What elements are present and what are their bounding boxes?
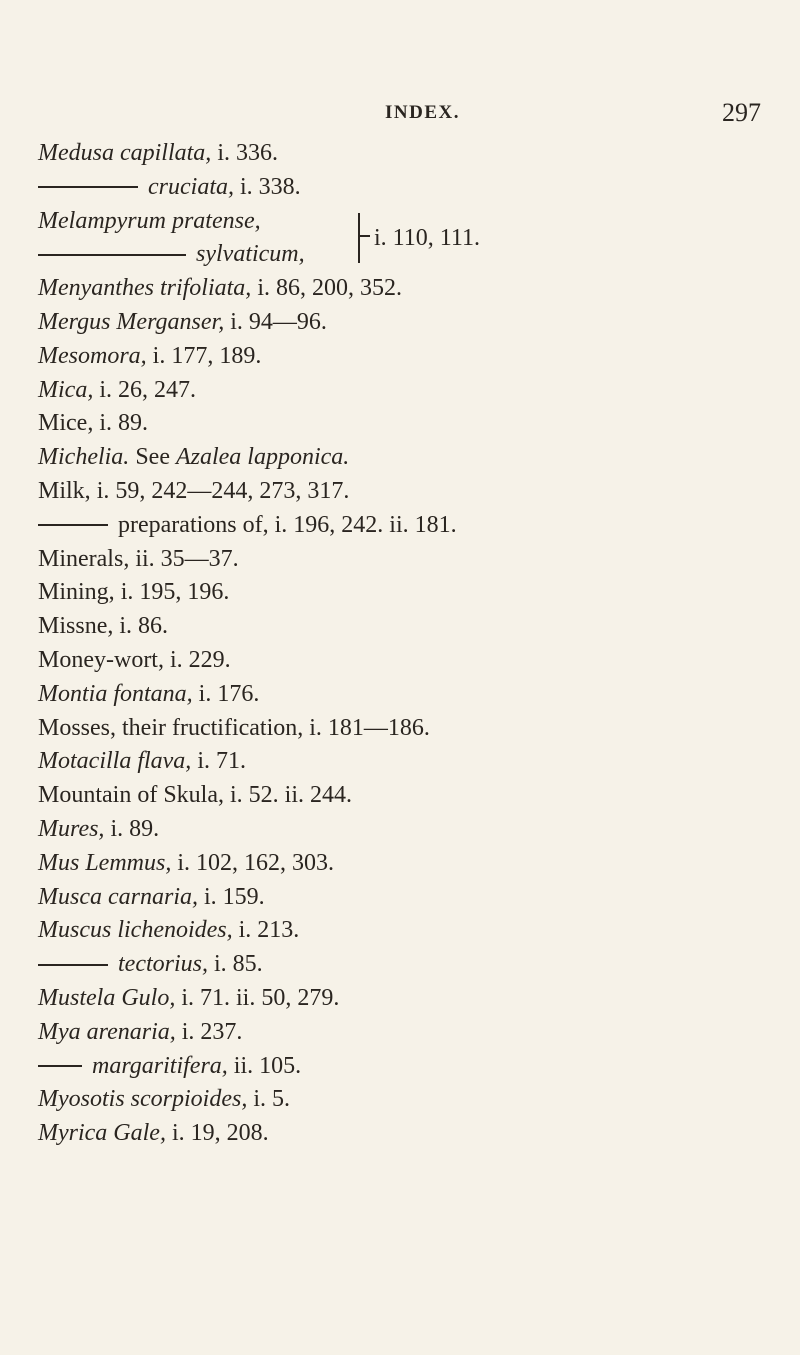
entry-term: Mesomora, (38, 342, 147, 369)
index-entry (38, 543, 778, 577)
entry-term: Milk, (38, 477, 91, 504)
ditto-dash (38, 186, 138, 188)
entry-term: Mergus Merganser, (38, 308, 225, 335)
entry-term: Mus Lemmus, (38, 849, 172, 876)
entry-term: Myrica Gale, (38, 1120, 166, 1147)
index-entry (38, 272, 778, 306)
entry-refs: i. 176. (192, 680, 260, 707)
entry-refs: i. 338. (233, 173, 301, 200)
entry-term: Money-wort, (38, 646, 164, 673)
ditto-dash (38, 254, 186, 256)
entry-term: cruciata, (148, 173, 234, 200)
entry-term: tectorius, (118, 951, 208, 978)
index-entry (38, 678, 778, 712)
entry-refs: i. 85. (208, 951, 263, 978)
index-entry (38, 779, 778, 813)
entry-refs: i. 237. (175, 1018, 243, 1045)
index-entry (38, 881, 778, 915)
index-entry (38, 306, 778, 340)
running-title: INDEX. (385, 102, 460, 123)
entry-refs: i. 59, 242—244, 273, 317. (90, 477, 350, 504)
index-entry (38, 644, 778, 678)
entry-term: Michelia. (38, 444, 130, 471)
entry-refs: i. 159. (197, 883, 265, 910)
index-entry (38, 847, 778, 881)
entry-refs: i. 229. (163, 646, 231, 673)
ditto-dash (38, 524, 108, 526)
entry-refs: i. 195, 196. (114, 579, 230, 606)
entry-term: sylvaticum, (196, 241, 305, 268)
entry-term: Musca carnaria, (38, 883, 198, 910)
entry-refs: i. 181—186. (303, 714, 430, 741)
entry-see-term: Azalea lapponica. (175, 444, 350, 471)
entry-refs: i. 52. ii. 244. (224, 782, 353, 809)
entry-term: Melampyrum pratense, (38, 207, 261, 234)
entry-refs: i. 26, 247. (93, 376, 196, 403)
entry-term: Mures, (38, 815, 105, 842)
index-entry (38, 576, 778, 610)
entry-refs: i. 213. (232, 917, 300, 944)
entry-term: Muscus lichenoides, (38, 917, 233, 944)
entry-refs: i. 336. (211, 140, 278, 166)
entry-term: Minerals, (38, 545, 130, 572)
entry-term: Myosotis scorpioides, (38, 1086, 248, 1113)
entry-term: Mosses, their fructification, (38, 714, 304, 741)
entry-refs: i. 71. (191, 748, 246, 775)
index-entry (38, 374, 778, 408)
index-entry-group (38, 205, 778, 273)
entry-term: margaritifera, (92, 1052, 228, 1079)
entry-term: Mustela Gulo, (38, 984, 176, 1011)
entry-term: Montia fontana, (38, 680, 193, 707)
entry-term: Mining, (38, 579, 115, 606)
entry-see: See (129, 444, 176, 471)
index-entry (38, 712, 778, 746)
entry-term: Mica, (38, 376, 94, 403)
index-entries (38, 137, 778, 1151)
entry-term: Motacilla flava, (38, 748, 192, 775)
index-entry (38, 407, 778, 441)
index-entry (38, 914, 778, 948)
entry-refs: i. 94—96. (224, 308, 327, 335)
entry-term: preparations of, (118, 511, 269, 538)
index-entry (38, 610, 778, 644)
page-number: 297 (722, 98, 761, 127)
index-entry (38, 441, 778, 475)
ditto-dash (38, 964, 108, 966)
entry-term: Mountain of Skula, (38, 782, 224, 809)
entry-refs: ii. 35—37. (129, 545, 239, 572)
index-subentry (38, 948, 778, 982)
entry-term: Missne, (38, 613, 114, 640)
entry-term: Medusa capillata, (38, 140, 212, 166)
index-entry (38, 745, 778, 779)
entry-refs: i. 89. (93, 410, 148, 437)
index-entry (38, 1016, 778, 1050)
entry-refs: i. 71. ii. 50, 279. (175, 984, 340, 1011)
entry-term: Mya arenaria, (38, 1018, 176, 1045)
index-subentry (38, 1050, 778, 1084)
page-header (0, 98, 800, 132)
entry-refs: i. 86. (113, 613, 169, 640)
entry-refs: i. 89. (104, 815, 160, 842)
entry-term: Mice, (38, 410, 94, 437)
entry-term: Menyanthes trifoliata, (38, 275, 252, 302)
brace (358, 213, 370, 263)
entry-refs: i. 196, 242. ii. 181. (268, 511, 457, 538)
entry-refs: i. 86, 200, 352. (251, 275, 402, 302)
entry-refs: i. 5. (247, 1086, 290, 1113)
index-entry (38, 1117, 778, 1151)
entry-refs: ii. 105. (227, 1052, 302, 1079)
index-subentry (38, 171, 778, 205)
ditto-dash (38, 1065, 82, 1067)
entry-refs: i. 19, 208. (165, 1120, 269, 1147)
entry-refs: i. 177, 189. (146, 342, 262, 369)
index-entry (38, 813, 778, 847)
index-subentry (38, 509, 778, 543)
index-entry (38, 475, 778, 509)
entry-refs: i. 102, 162, 303. (171, 849, 335, 876)
index-entry (38, 1083, 778, 1117)
entry-refs: i. 110, 111. (374, 224, 480, 251)
index-entry (38, 137, 778, 171)
index-entry (38, 340, 778, 374)
index-entry (38, 982, 778, 1016)
